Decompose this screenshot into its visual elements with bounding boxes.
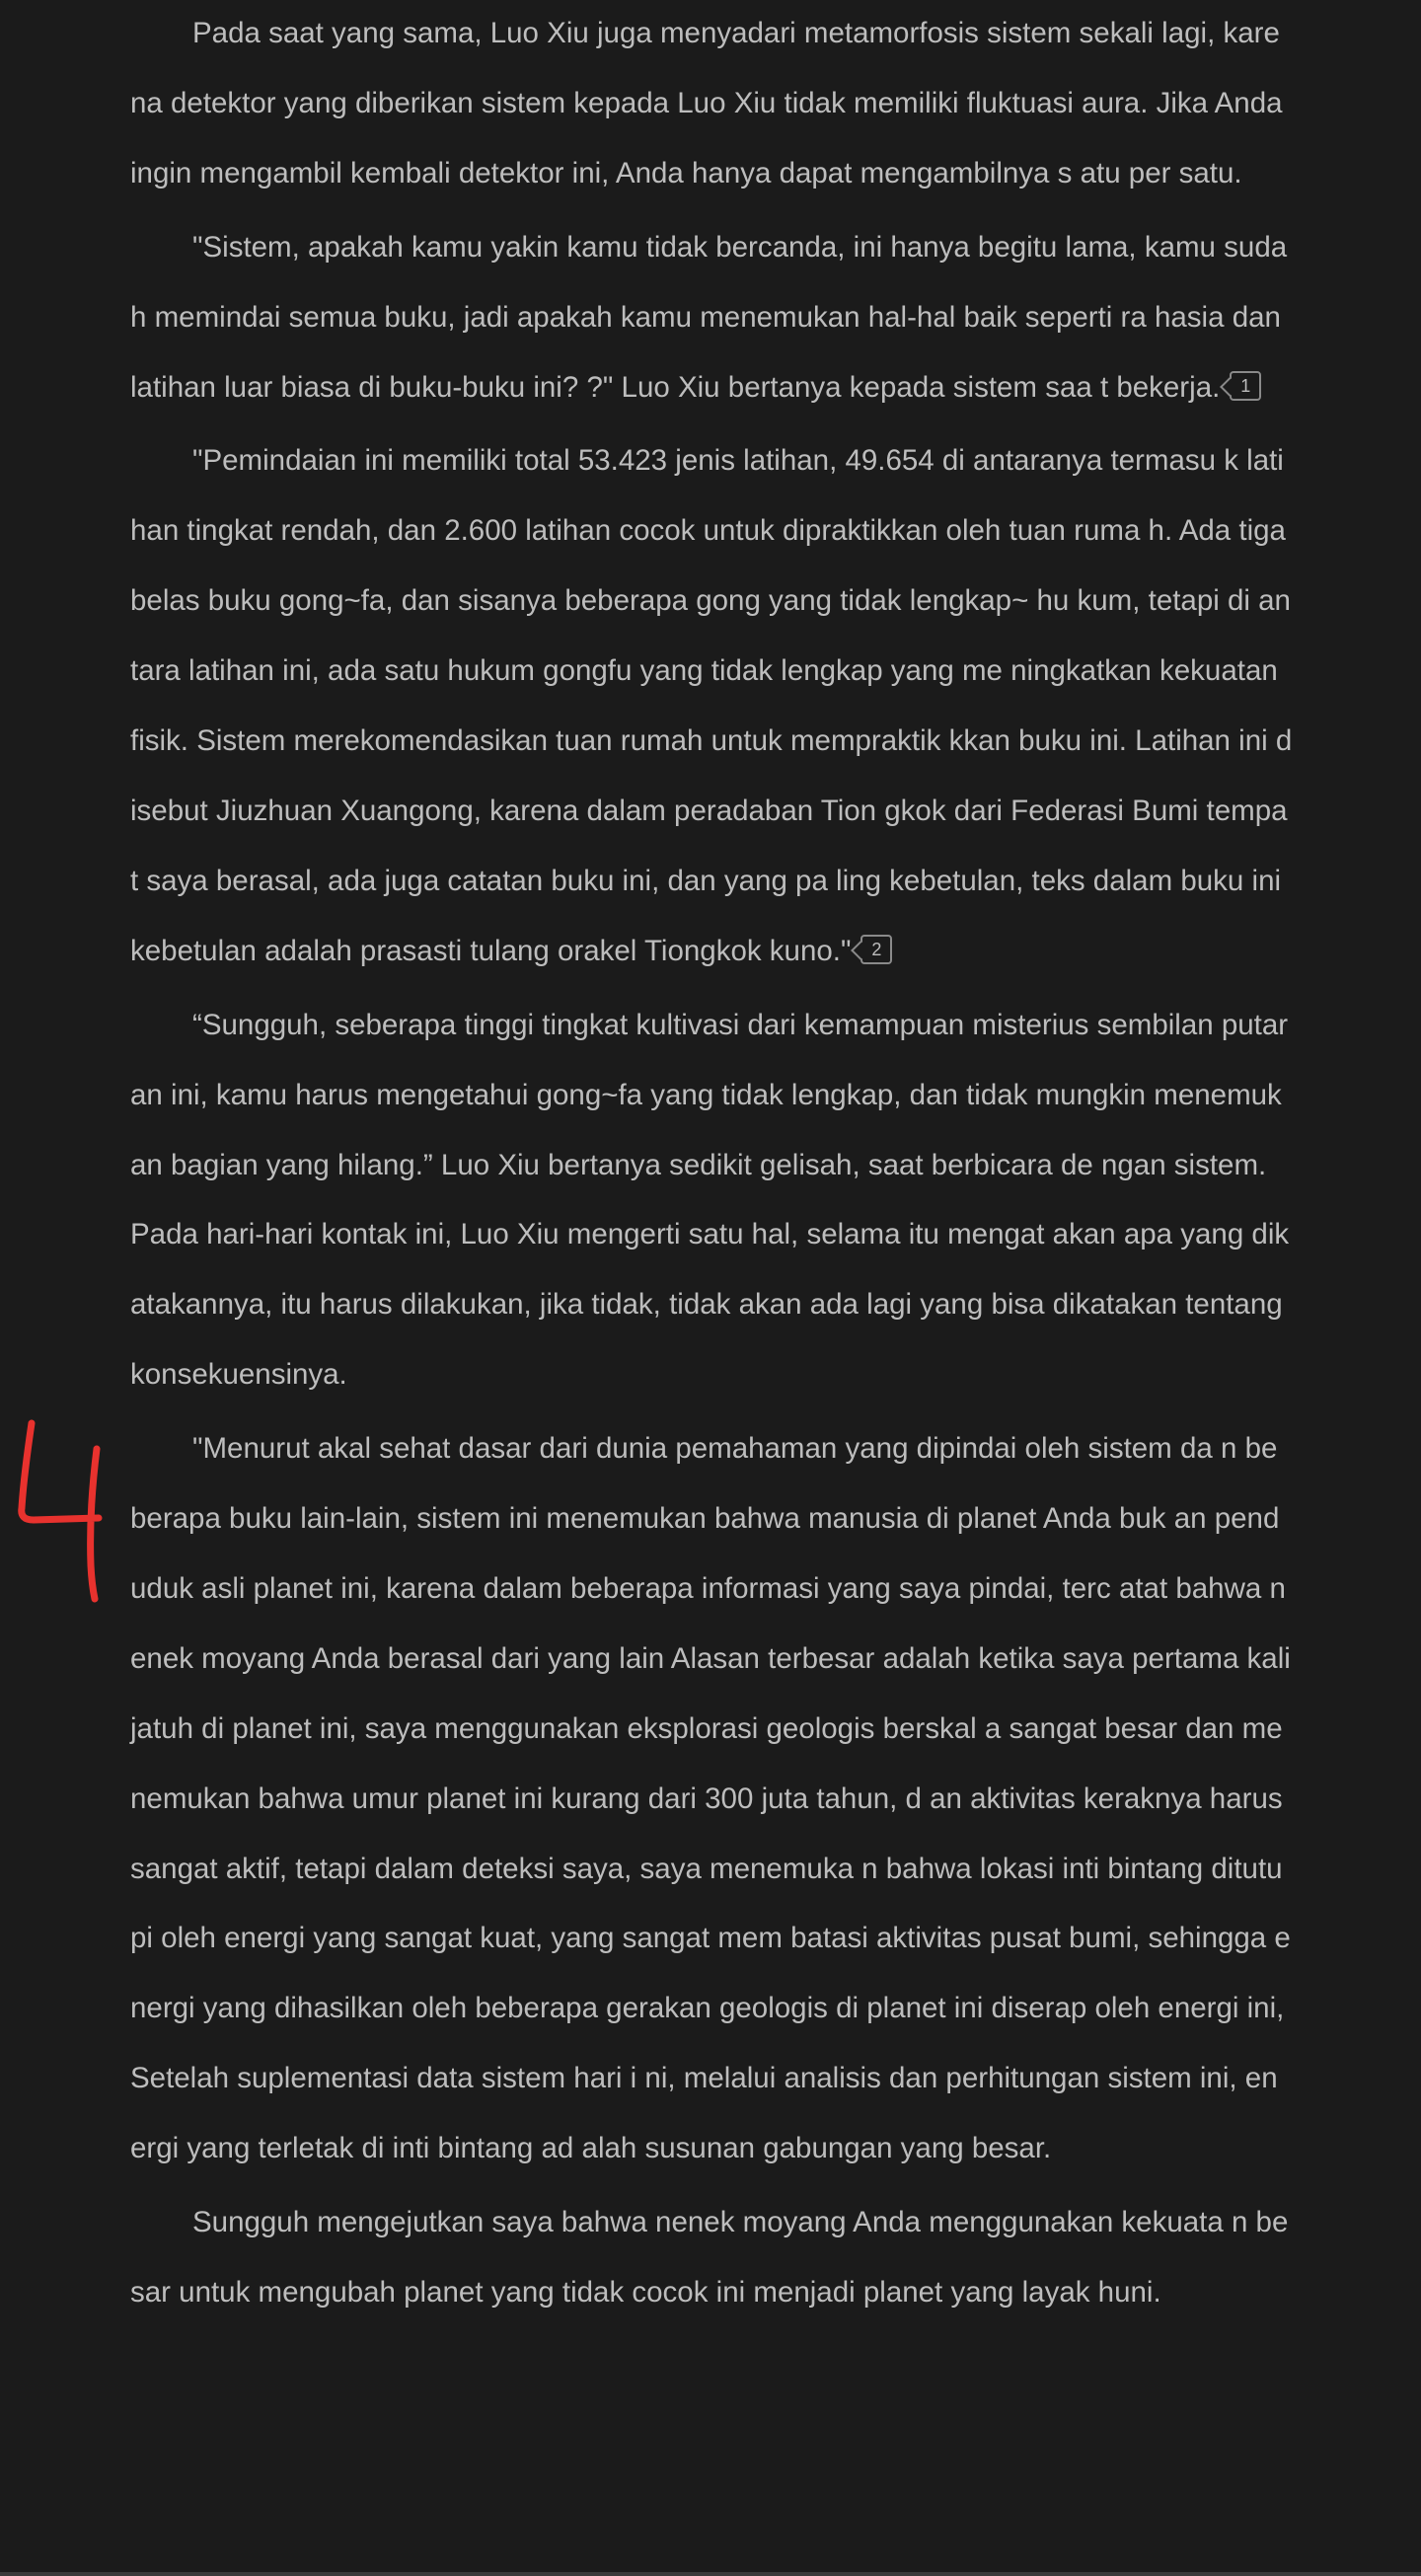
paragraph-1: [130, 0, 1293, 209]
paragraph-3: [130, 426, 1293, 986]
bottom-divider: [0, 2572, 1421, 2576]
paragraph-text: "Pemindaian ini memiliki total 53.423 jenis latihan, 49.654 di antaranya termasu k latihan tingkat rendah, dan 2.600 latihan cocok untuk dipraktikkan oleh tuan ruma h. Ada tiga belas buku gong~fa, dan sisanya beberapa gong yang tidak lengkap~ hu kum, tetapi di antara latihan ini, ada satu hukum gongfu yang tidak lengkap yang me ningkatkan kekuatan fisik. Sistem merekomendasikan tuan rumah untuk mempraktik kkan buku ini. Latihan ini disebut Jiuzhuan Xuangong, karena dalam peradaban Tion gkok dari Federasi Bumi tempat saya berasal, ada juga catatan buku ini, dan yang pa ling kebetulan, teks dalam buku ini kebetulan adalah prasasti tulang orakel Tiongkok kuno.": [130, 444, 1293, 967]
paragraph-text: “Sungguh, seberapa tinggi tingkat kultivasi dari kemampuan misterius sembilan putaran ini, kamu harus mengetahui gong~fa yang tidak lengkap, dan tidak mungkin menemukan bagian yang hilang.” Luo Xiu bertanya sedikit gelisah, saat berbicara de ngan sistem. Pada hari-hari kontak ini, Luo Xiu mengerti satu hal, selama itu mengat akan apa yang dikatakannya, itu harus dilakukan, jika tidak, tidak akan ada lagi yang bisa dikatakan tentang konsekuensinya.: [130, 1008, 1290, 1392]
paragraph-text: Pada saat yang sama, Luo Xiu juga menyadari metamorfosis sistem sekali lagi, karena detektor yang diberikan sistem kepada Luo Xiu tidak memiliki fluktuasi aura. Jika Anda ingin mengambil kembali detektor ini, Anda hanya dapat mengambilnya s atu per satu.: [130, 17, 1283, 189]
paragraph-6: [130, 2188, 1293, 2328]
paragraph-4: [130, 991, 1293, 1410]
paragraph-5: [130, 1414, 1293, 2184]
paragraph-text: "Sistem, apakah kamu yakin kamu tidak bercanda, ini hanya begitu lama, kamu sudah memindai semua buku, jadi apakah kamu menemukan hal-hal baik seperti ra hasia dan latihan luar biasa di buku-buku ini? ?" Luo Xiu bertanya kepada sistem saa t bekerja.: [130, 230, 1288, 404]
handwritten-annotation-mark: [18, 1417, 107, 1605]
paragraph-comment-badge[interactable]: 1: [1230, 371, 1261, 401]
paragraph-text: Sungguh mengejutkan saya bahwa nenek moyang Anda menggunakan kekuata n besar untuk mengubah planet yang tidak cocok ini menjadi planet yang layak huni.: [130, 2206, 1289, 2309]
reader-content: [130, 0, 1293, 2332]
paragraph-text: "Menurut akal sehat dasar dari dunia pemahaman yang dipindai oleh sistem da n beberapa buku lain-lain, sistem ini menemukan bahwa manusia di planet Anda buk an penduduk asli planet ini, karena dalam beberapa informasi yang saya pindai, terc atat bahwa nenek moyang Anda berasal dari yang lain Alasan terbesar adalah ketika saya pertama kali jatuh di planet ini, saya menggunakan eksplorasi geologis berskal a sangat besar dan menemukan bahwa umur planet ini kurang dari 300 juta tahun, d an aktivitas keraknya harus sangat aktif, tetapi dalam deteksi saya, saya menemuka n bahwa lokasi inti bintang ditutupi oleh energi yang sangat kuat, yang sangat mem batasi aktivitas pusat bumi, sehingga energi yang dihasilkan oleh beberapa gerakan geologis di planet ini diserap oleh energi ini, Setelah suplementasi data sistem hari i ni, melalui analisis dan perhitungan sistem ini, energi yang terletak di inti bintang ad alah susunan gabungan yang besar.: [130, 1432, 1291, 2165]
paragraph-comment-badge[interactable]: 2: [860, 935, 892, 964]
paragraph-2: [130, 213, 1293, 423]
